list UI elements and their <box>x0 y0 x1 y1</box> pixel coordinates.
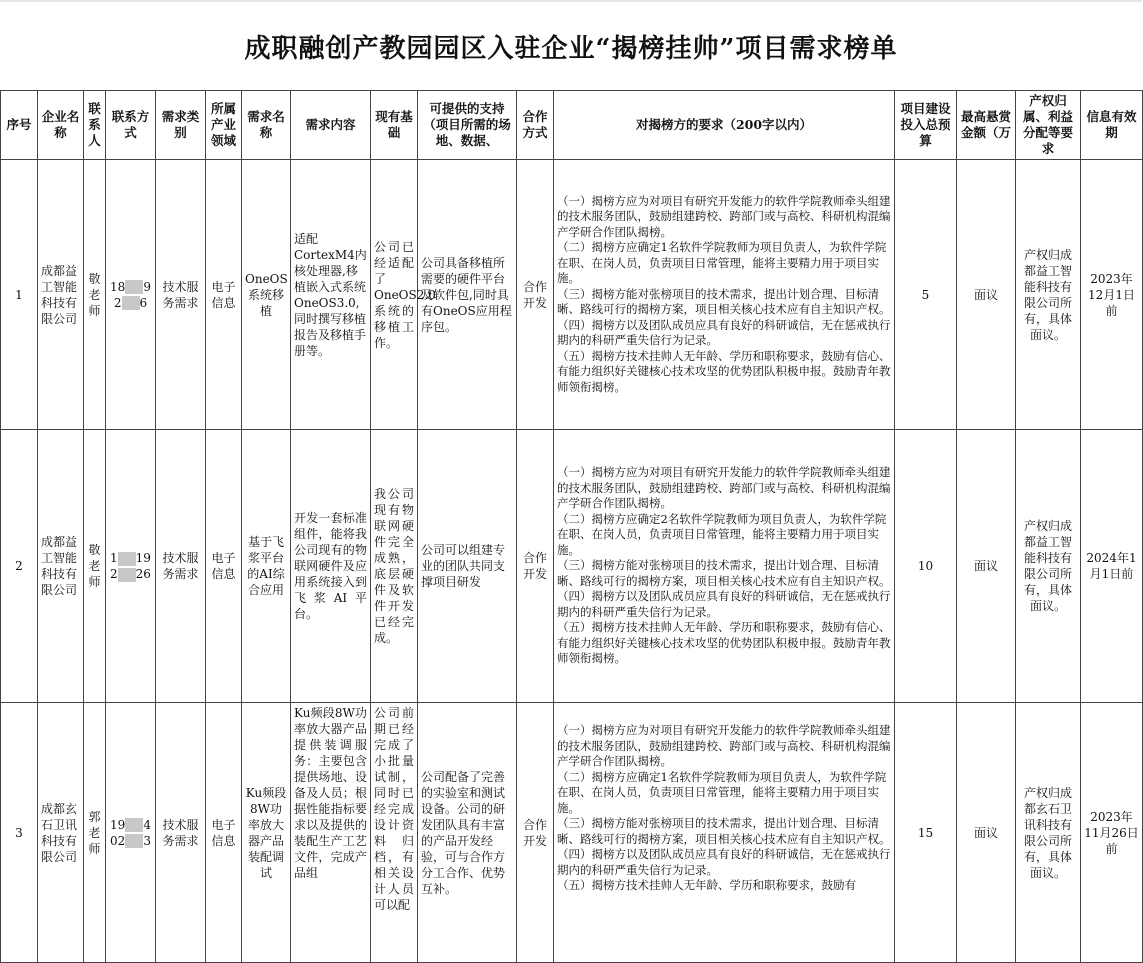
redaction-block <box>118 568 136 582</box>
cell-requirements <box>554 430 895 703</box>
requirement-item: （三）揭榜方能对张榜项目的技术需求，提出计划合理、目标清晰、路线可行的揭榜方案，项目相关核心技术应有自主知识产权。 <box>557 558 891 588</box>
cell-budget: 5 <box>895 160 957 430</box>
cell-req-content: 适配CortexM4内核处理器,移植嵌入式系统OneOS3.0,同时撰写移植报告及移植手册等。 <box>291 160 371 430</box>
phone-part: 18 <box>110 279 126 294</box>
cell-company: 成都益工智能科技有限公司 <box>38 430 84 703</box>
requirement-item: （五）揭榜方技术挂帅人无年龄、学历和职称要求，鼓励有信心、有能力组织好关键核心技术攻坚的优势团队积极申报。鼓励青年教师领衔揭榜。 <box>557 620 891 666</box>
phone-part: 4 <box>143 817 151 832</box>
phone-part: 19 <box>135 551 151 565</box>
phone-part: 26 <box>135 567 151 581</box>
redaction-block <box>125 818 143 832</box>
header-company: 企业名称 <box>38 91 84 160</box>
table-header-row <box>1 91 1143 160</box>
cell-support: 公司配备了完善的实验室和测试设备。公司的研发团队具有丰富的产品开发经验，可与合作方分工合作、优势互补。 <box>418 703 517 963</box>
cell-seq: 1 <box>1 160 38 430</box>
header-coop: 合作方式 <box>517 91 554 160</box>
cell-contact: 郭老师 <box>84 703 106 963</box>
cell-bounty: 面议 <box>957 703 1016 963</box>
top-edge <box>0 0 1142 2</box>
cell-ip: 产权归成都玄石卫讯科技有限公司所有，具体面议。 <box>1016 703 1081 963</box>
requirement-item: （五）揭榜方技术挂帅人无年龄、学历和职称要求，鼓励有信心、有能力组织好关键核心技术攻坚的优势团队积极申报。鼓励青年教师领衔揭榜。 <box>557 348 891 394</box>
cell-validity: 2023年12月1日前 <box>1081 160 1143 430</box>
cell-req-content: Ku频段8W功率放大器产品提供装调服务：主要包含提供场地、设备及人员；根据性能指标要求以及提供的装配生产工艺文件，完成产品组 <box>291 703 371 963</box>
cell-support: 公司具备移植所需要的硬件平台及软件包,同时具有OneOS应用程序包。 <box>418 160 517 430</box>
redaction-block <box>118 552 136 566</box>
cell-budget: 15 <box>895 703 957 963</box>
cell-budget: 10 <box>895 430 957 703</box>
requirement-item: （四）揭榜方以及团队成员应具有良好的科研诚信，无在惩戒执行期内的科研严重失信行为记录。 <box>557 847 891 877</box>
requirement-item: （一）揭榜方应为对项目有研究开发能力的软件学院教师牵头组建的技术服务团队，鼓励组建跨校、跨部门或与高校、科研机构混编产学研合作团队揭榜。 <box>557 465 891 511</box>
requirement-item: （四）揭榜方以及团队成员应具有良好的科研诚信，无在惩戒执行期内的科研严重失信行为记录。 <box>557 589 891 619</box>
cell-coop: 合作开发 <box>517 430 554 703</box>
requirement-item: （五）揭榜方技术挂帅人无年龄、学历和职称要求，鼓励有 <box>557 878 856 892</box>
cell-company: 成都玄石卫讯科技有限公司 <box>38 703 84 963</box>
redaction-block <box>125 834 143 848</box>
header-req-name: 需求名称 <box>242 91 291 160</box>
cell-validity: 2023年11月26日前 <box>1081 703 1143 963</box>
phone-part: 6 <box>139 295 148 310</box>
cell-industry: 电子信息 <box>206 703 242 963</box>
header-basis: 现有基础 <box>371 91 418 160</box>
cell-requirements <box>554 703 895 963</box>
cell-phone <box>106 430 156 703</box>
page-title: 成职融创产教园园区入驻企业“揭榜挂帅”项目需求榜单 <box>244 34 898 64</box>
requirement-item: （一）揭榜方应为对项目有研究开发能力的软件学院教师牵头组建的技术服务团队，鼓励组建跨校、跨部门或与高校、科研机构混编产学研合作团队揭榜。 <box>557 193 891 239</box>
cell-contact: 敬老师 <box>84 430 106 703</box>
cell-seq: 2 <box>1 430 38 703</box>
table-row <box>1 703 1143 963</box>
cell-requirements <box>554 160 895 430</box>
cell-industry: 电子信息 <box>206 430 242 703</box>
redaction-block <box>125 280 143 294</box>
requirement-item: （二）揭榜方应确定1名软件学院教师为项目负责人，为软件学院在职、在岗人员，负责项目日常管理，能将主要精力用于项目实施。 <box>557 240 887 286</box>
table-row <box>1 430 1143 703</box>
cell-coop: 合作开发 <box>517 703 554 963</box>
cell-phone <box>106 160 156 430</box>
header-seq: 序号 <box>1 91 38 160</box>
header-requirements: 对揭榜方的要求（200字以内） <box>554 91 895 160</box>
redaction-block <box>122 296 140 310</box>
cell-req-type: 技术服务需求 <box>156 160 206 430</box>
cell-industry: 电子信息 <box>206 160 242 430</box>
requirement-item: （二）揭榜方应确定2名软件学院教师为项目负责人，为软件学院在职、在岗人员，负责项目日常管理，能将主要精力用于项目实施。 <box>557 511 887 557</box>
requirement-item: （三）揭榜方能对张榜项目的技术需求，提出计划合理、目标清晰、路线可行的揭榜方案，项目相关核心技术应有自主知识产权。 <box>557 816 891 846</box>
header-req-type: 需求类别 <box>156 91 206 160</box>
phone-part: 02 <box>110 833 126 848</box>
header-contact: 联系人 <box>84 91 106 160</box>
header-industry: 所属产业领域 <box>206 91 242 160</box>
table-row <box>1 160 1143 430</box>
cell-req-type: 技术服务需求 <box>156 430 206 703</box>
cell-seq: 3 <box>1 703 38 963</box>
cell-bounty: 面议 <box>957 430 1016 703</box>
phone-part: 1 <box>110 551 118 565</box>
header-budget: 项目建设投入总预算 <box>895 91 957 160</box>
header-phone: 联系方式 <box>106 91 156 160</box>
cell-phone <box>106 703 156 963</box>
cell-req-name: 基于飞浆平台的AI综合应用 <box>242 430 291 703</box>
phone-part: 19 <box>110 817 126 832</box>
requirements-table <box>0 90 1143 963</box>
cell-basis: 公司已经适配了OneOS2.0系统的移植工作。 <box>371 160 418 430</box>
requirement-item: （四）揭榜方以及团队成员应具有良好的科研诚信，无在惩戒执行期内的科研严重失信行为记录。 <box>557 317 891 348</box>
header-support: 可提供的支持（项目所需的场地、数据、 <box>418 91 517 160</box>
requirement-item: （一）揭榜方应为对项目有研究开发能力的软件学院教师牵头组建的技术服务团队，鼓励组建跨校、跨部门或与高校、科研机构混编产学研合作团队揭榜。 <box>557 723 891 768</box>
cell-req-name: Ku频段8W功率放大器产品装配调试 <box>242 703 291 963</box>
cell-req-type: 技术服务需求 <box>156 703 206 963</box>
cell-coop: 合作开发 <box>517 160 554 430</box>
cell-basis: 我公司现有物联网硬件完全成熟，底层硬件及软件开发已经完成。 <box>371 430 418 703</box>
header-ip: 产权归属、利益分配等要求 <box>1016 91 1081 160</box>
requirement-item: （二）揭榜方应确定1名软件学院教师为项目负责人，为软件学院在职、在岗人员，负责项目日常管理，能将主要精力用于项目实施。 <box>557 769 887 815</box>
header-validity: 信息有效期 <box>1081 91 1143 160</box>
phone-part: 2 <box>110 567 118 581</box>
cell-validity: 2024年1月1日前 <box>1081 430 1143 703</box>
phone-part: 2 <box>113 295 122 310</box>
requirement-item: （三）揭榜方能对张榜项目的技术需求，提出计划合理、目标清晰、路线可行的揭榜方案，项目相关核心技术应有自主知识产权。 <box>557 286 891 317</box>
phone-part: 3 <box>143 833 151 848</box>
cell-req-name: OneOS系统移植 <box>242 160 291 430</box>
cell-basis: 公司前期已经完成了小批量试制，同时已经完成设计资料归档，有相关设计人员可以配 <box>371 703 418 963</box>
cell-ip: 产权归成都益工智能科技有限公司所有，具体面议。 <box>1016 430 1081 703</box>
cell-ip: 产权归成都益工智能科技有限公司所有，具体面议。 <box>1016 160 1081 430</box>
cell-req-content: 开发一套标准组件，能将我公司现有的物联网硬件及应用系统接入到飞浆AI平台。 <box>291 430 371 703</box>
phone-part: 9 <box>143 279 151 294</box>
cell-company: 成都益工智能科技有限公司 <box>38 160 84 430</box>
header-req-content: 需求内容 <box>291 91 371 160</box>
cell-contact: 敬老师 <box>84 160 106 430</box>
cell-support: 公司可以组建专业的团队共同支撑项目研发 <box>418 430 517 703</box>
header-bounty: 最高悬赏金额（万 <box>957 91 1016 160</box>
cell-bounty: 面议 <box>957 160 1016 430</box>
